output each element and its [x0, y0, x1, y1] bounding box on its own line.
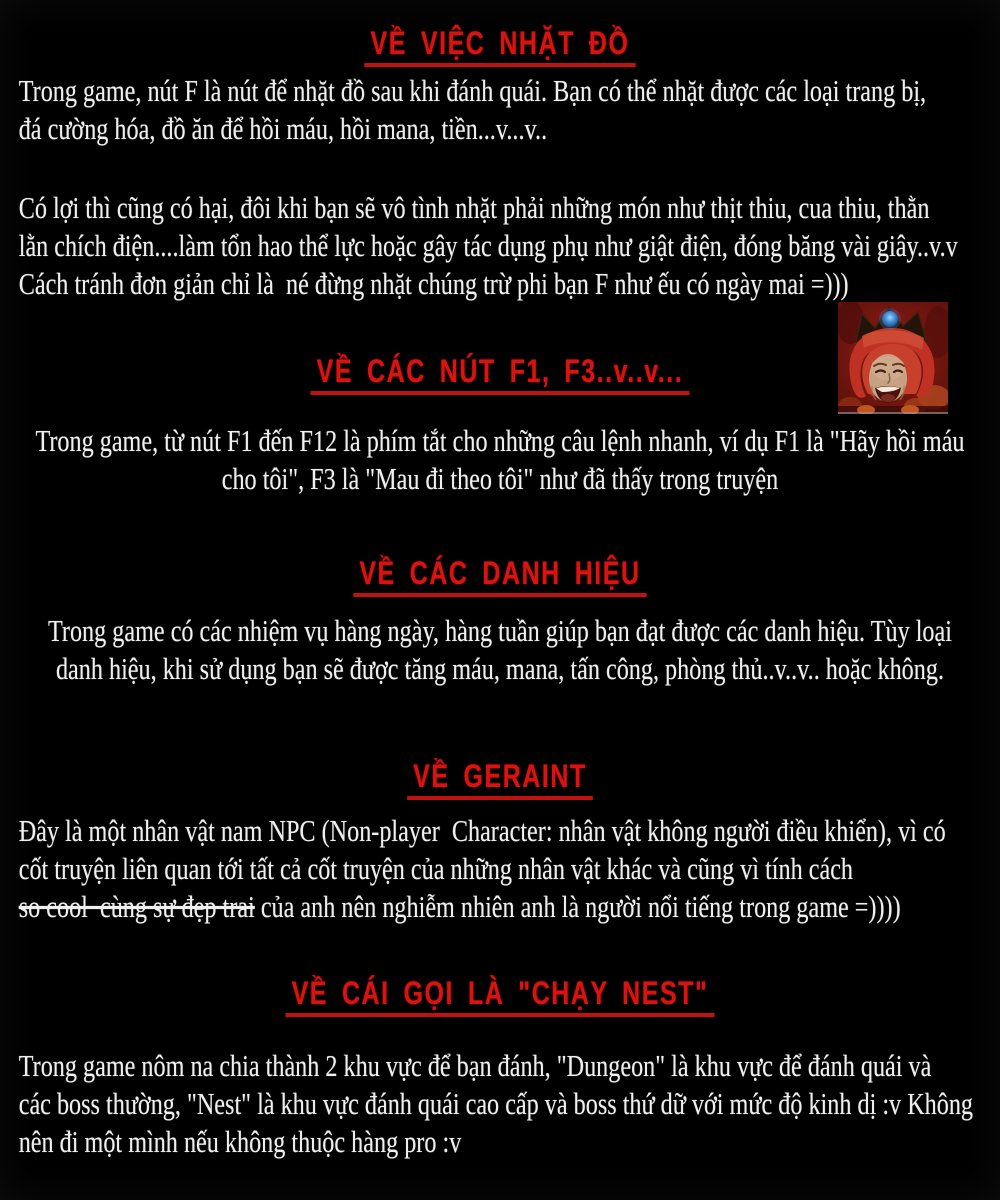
section-danh-hieu-heading-block	[0, 554, 1000, 597]
heading-nhat-do: VỀ VIỆC NHẶT ĐỒ	[364, 24, 635, 67]
struck-text: so cool cùng sự đẹp trai	[18, 889, 255, 924]
paragraph-geraint	[0, 812, 1000, 926]
section-f-keys-heading-block	[0, 352, 1000, 395]
heading-f-keys: VỀ CÁC NÚT F1, F3..v..v...	[310, 352, 689, 395]
heading-danh-hieu: VỀ CÁC DANH HIỆU	[353, 554, 647, 597]
section-geraint-heading-block	[0, 757, 1000, 800]
paragraph-geraint-lines: Đây là một nhân vật nam NPC (Non-player Character: nhân vật không người điều khiển), vì có cốt truyện liên quan tới tất cả cốt truyện của những nhân vật khác và cũng vì tính cách	[18, 813, 946, 886]
paragraph-geraint-last-line	[19, 888, 1000, 926]
section-nhat-do-heading-block	[0, 24, 1000, 67]
heading-chay-nest: VỀ CÁI GỌI LÀ "CHẠY NEST"	[285, 974, 714, 1017]
after-struck-text: của anh nên nghiễm nhiên anh là người nổi tiếng trong game =))))	[254, 889, 901, 924]
paragraph-chay-nest: Trong game nôm na chia thành 2 khu vực để bạn đánh, "Dungeon" là khu vực để đánh quái và các boss thường, "Nest" là khu vực đánh quái cao cấp và boss thứ dữ với mức độ kinh dị :v Không nên đi một mình nếu không thuộc hàng pro :v	[18, 1048, 974, 1159]
heading-geraint: VỀ GERAINT	[407, 757, 593, 800]
paragraph-f-keys: Trong game, từ nút F1 đến F12 là phím tắt cho những câu lệnh nhanh, ví dụ F1 là "Hãy hồi máu cho tôi", F3 là "Mau đi theo tôi" như đã thấy trong truyện	[35, 423, 965, 496]
paragraph-nhat-do-2: Có lợi thì cũng có hại, đôi khi bạn sẽ vô tình nhặt phải những món như thịt thiu, cua thiu, thằn lằn chích điện....làm tổn hao thể lực hoặc gây tác dụng phụ như giật điện, đóng băng vài giây..v.v Cách tránh đơn giản chỉ là né đừng nhặt chúng trừ phi bạn F như ếu có ngày mai =)))	[18, 190, 958, 301]
section-chay-nest-heading-block	[0, 974, 1000, 1017]
paragraph-danh-hieu: Trong game có các nhiệm vụ hàng ngày, hàng tuần giúp bạn đạt được các danh hiệu. Tùy loại danh hiệu, khi sử dụng bạn sẽ được tăng máu, mana, tấn công, phòng thủ..v..v.. hoặc không.	[47, 613, 952, 686]
paragraph-nhat-do-1: Trong game, nút F là nút để nhặt đồ sau khi đánh quái. Bạn có thể nhặt được các loại trang bị, đá cường hóa, đồ ăn để hồi máu, hồi mana, tiền...v...v..	[18, 73, 927, 146]
